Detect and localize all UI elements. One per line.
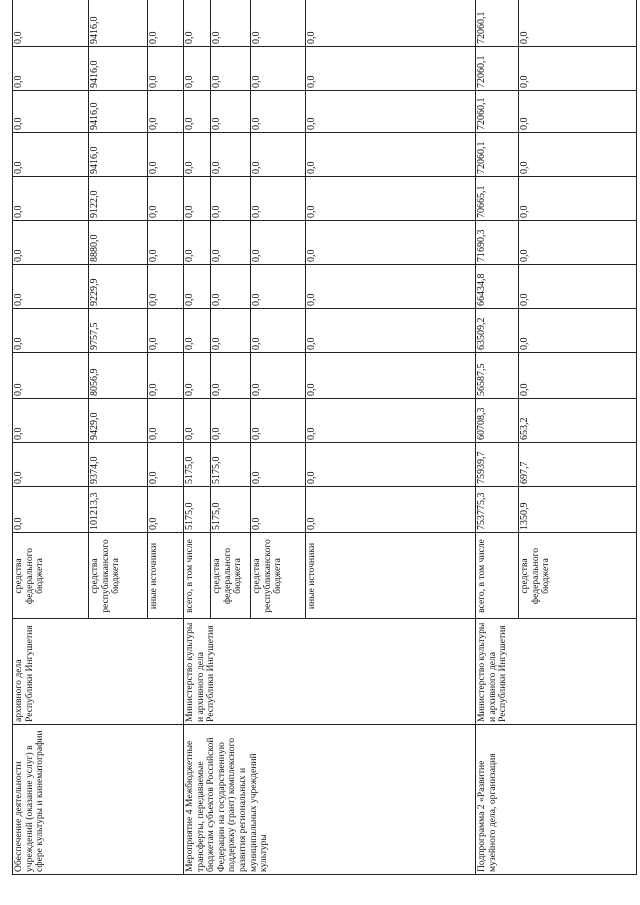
value-cell: 0,0: [251, 31, 262, 44]
value-cell: 9416,0: [89, 16, 100, 44]
grid-line-vertical: [12, 486, 636, 487]
value-cell: 63509,2: [476, 317, 487, 350]
value-cell: 72060,1: [476, 97, 487, 130]
grid-line-vertical: [12, 46, 636, 47]
program-name-cell: Подпрограмма 2 «Развитие музейного дела, организация: [476, 753, 498, 872]
value-cell: 101213,3: [89, 492, 100, 530]
grid-line-vertical: [12, 220, 636, 221]
value-cell: 0,0: [148, 31, 159, 44]
value-cell: 0,0: [13, 427, 24, 440]
value-cell: 72060,1: [476, 141, 487, 174]
grid-line-horizontal: [88, 0, 89, 619]
value-cell: 0,0: [519, 75, 530, 88]
value-cell: 0,0: [148, 293, 159, 306]
grid-line-vertical: [12, 90, 636, 91]
value-cell: 75939,7: [476, 451, 487, 484]
value-cell: 0,0: [519, 337, 530, 350]
value-cell: 0,0: [519, 205, 530, 218]
value-cell: 0,0: [148, 205, 159, 218]
funding-source-cell: средства федерального бюджета: [211, 547, 244, 605]
value-cell: 0,0: [251, 205, 262, 218]
grid-line-vertical: [12, 442, 636, 443]
value-cell: 0,0: [251, 249, 262, 262]
value-cell: 0,0: [306, 205, 317, 218]
value-cell: 0,0: [184, 117, 195, 130]
value-cell: 0,0: [13, 293, 24, 306]
funding-source-cell: средства федерального бюджета: [13, 547, 46, 605]
value-cell: 0,0: [306, 75, 317, 88]
grid-line-vertical: [12, 618, 636, 619]
grid-line-vertical: [12, 132, 636, 133]
value-cell: 0,0: [184, 31, 195, 44]
value-cell: 71690,3: [476, 229, 487, 262]
value-cell: 8880,0: [89, 234, 100, 262]
value-cell: 1350,9: [519, 502, 530, 530]
value-cell: 0,0: [251, 383, 262, 396]
value-cell: 0,0: [148, 337, 159, 350]
value-cell: 0,0: [13, 383, 24, 396]
grid-line-vertical: [12, 398, 636, 399]
funding-source-cell: иные источники: [306, 542, 317, 610]
value-cell: 0,0: [251, 293, 262, 306]
value-cell: 0,0: [13, 161, 24, 174]
value-cell: 5175,0: [211, 456, 222, 484]
value-cell: 0,0: [211, 31, 222, 44]
value-cell: 697,7: [519, 461, 530, 484]
value-cell: 0,0: [519, 117, 530, 130]
value-cell: 9374,0: [89, 456, 100, 484]
value-cell: 0,0: [13, 471, 24, 484]
grid-line-horizontal: [210, 0, 211, 619]
value-cell: 0,0: [251, 161, 262, 174]
value-cell: 0,0: [13, 75, 24, 88]
value-cell: 9416,0: [89, 102, 100, 130]
funding-source-cell: средства республиканского бюджета: [251, 539, 284, 613]
value-cell: 0,0: [184, 161, 195, 174]
value-cell: 0,0: [211, 383, 222, 396]
responsible-org-cell: Министерство культуры и архивного дела Республики Ингушетия: [184, 622, 217, 722]
value-cell: 9416,0: [89, 146, 100, 174]
value-cell: 0,0: [306, 517, 317, 530]
value-cell: 0,0: [13, 337, 24, 350]
program-name-cell: Мероприятие 4 Межбюджетные трансферты, передаваемые бюджетам субъектов Российской Федерации на государственную поддержку (грант) комплексного развития региональных и муниципальных учреждений культуры: [184, 737, 270, 872]
value-cell: 0,0: [306, 161, 317, 174]
value-cell: 9416,0: [89, 60, 100, 88]
value-cell: 0,0: [211, 293, 222, 306]
grid-line-vertical: [12, 874, 636, 875]
grid-line-vertical: [12, 264, 636, 265]
value-cell: 0,0: [211, 249, 222, 262]
value-cell: 0,0: [251, 337, 262, 350]
value-cell: 0,0: [148, 471, 159, 484]
responsible-org-cell: архивного дела Республики Ингушетия: [13, 625, 35, 722]
value-cell: 0,0: [251, 75, 262, 88]
value-cell: 0,0: [519, 293, 530, 306]
grid-line-horizontal: [518, 0, 519, 619]
grid-line-vertical: [12, 724, 636, 725]
value-cell: 0,0: [184, 427, 195, 440]
value-cell: 5175,0: [211, 502, 222, 530]
grid-line-vertical: [12, 532, 636, 533]
value-cell: 5175,0: [184, 502, 195, 530]
value-cell: 0,0: [306, 293, 317, 306]
value-cell: 0,0: [306, 117, 317, 130]
value-cell: 0,0: [251, 427, 262, 440]
value-cell: 0,0: [184, 337, 195, 350]
value-cell: 0,0: [211, 427, 222, 440]
value-cell: 753775,3: [476, 492, 487, 530]
value-cell: 0,0: [13, 517, 24, 530]
grid-line-vertical: [12, 352, 636, 353]
grid-line-horizontal: [250, 0, 251, 619]
value-cell: 0,0: [13, 249, 24, 262]
value-cell: 0,0: [211, 161, 222, 174]
value-cell: 0,0: [251, 517, 262, 530]
grid-line-horizontal: [305, 0, 306, 619]
value-cell: 0,0: [148, 383, 159, 396]
value-cell: 0,0: [13, 117, 24, 130]
funding-source-cell: всего, в том числе: [476, 539, 487, 613]
grid-line-vertical: [12, 308, 636, 309]
value-cell: 0,0: [306, 383, 317, 396]
value-cell: 0,0: [251, 471, 262, 484]
value-cell: 0,0: [211, 117, 222, 130]
value-cell: 72060,1: [476, 55, 487, 88]
value-cell: 0,0: [306, 249, 317, 262]
value-cell: 0,0: [13, 205, 24, 218]
value-cell: 0,0: [184, 249, 195, 262]
value-cell: 0,0: [306, 337, 317, 350]
value-cell: 56587,5: [476, 363, 487, 396]
value-cell: 66434,8: [476, 273, 487, 306]
value-cell: 9229,9: [89, 278, 100, 306]
value-cell: 0,0: [148, 117, 159, 130]
value-cell: 0,0: [251, 117, 262, 130]
value-cell: 653,2: [519, 417, 530, 440]
value-cell: 60708,3: [476, 407, 487, 440]
value-cell: 0,0: [211, 75, 222, 88]
value-cell: 9429,0: [89, 412, 100, 440]
value-cell: 0,0: [306, 31, 317, 44]
value-cell: 0,0: [519, 31, 530, 44]
value-cell: 0,0: [148, 427, 159, 440]
funding-source-cell: средства республиканского бюджета: [89, 539, 122, 613]
value-cell: 8056,9: [89, 368, 100, 396]
value-cell: 0,0: [148, 161, 159, 174]
program-name-cell: Обеспечение деятельности учреждений (оказание услуг) в сфере культуры и кинематографии: [13, 730, 46, 872]
value-cell: 0,0: [519, 383, 530, 396]
value-cell: 70665,1: [476, 185, 487, 218]
value-cell: 0,0: [211, 205, 222, 218]
value-cell: 0,0: [148, 75, 159, 88]
value-cell: 0,0: [519, 161, 530, 174]
grid-line-vertical: [12, 176, 636, 177]
value-cell: 0,0: [519, 249, 530, 262]
value-cell: 0,0: [184, 293, 195, 306]
value-cell: 0,0: [148, 249, 159, 262]
value-cell: 9122,0: [89, 190, 100, 218]
value-cell: 0,0: [184, 75, 195, 88]
grid-line-horizontal: [147, 0, 148, 619]
value-cell: 0,0: [306, 471, 317, 484]
value-cell: 72060,1: [476, 11, 487, 44]
value-cell: 0,0: [184, 383, 195, 396]
value-cell: 0,0: [13, 31, 24, 44]
funding-source-cell: всего, в том числе: [184, 539, 195, 613]
value-cell: 9757,5: [89, 322, 100, 350]
value-cell: 0,0: [211, 337, 222, 350]
value-cell: 0,0: [148, 517, 159, 530]
funding-source-cell: средства федерального бюджета: [519, 547, 552, 605]
funding-source-cell: иные источники: [148, 542, 159, 610]
value-cell: 0,0: [184, 205, 195, 218]
value-cell: 0,0: [306, 427, 317, 440]
responsible-org-cell: Министерство культуры и архивного дела Республики Ингушетия: [476, 622, 509, 722]
grid-line-horizontal: [636, 0, 637, 875]
value-cell: 5175,0: [184, 456, 195, 484]
